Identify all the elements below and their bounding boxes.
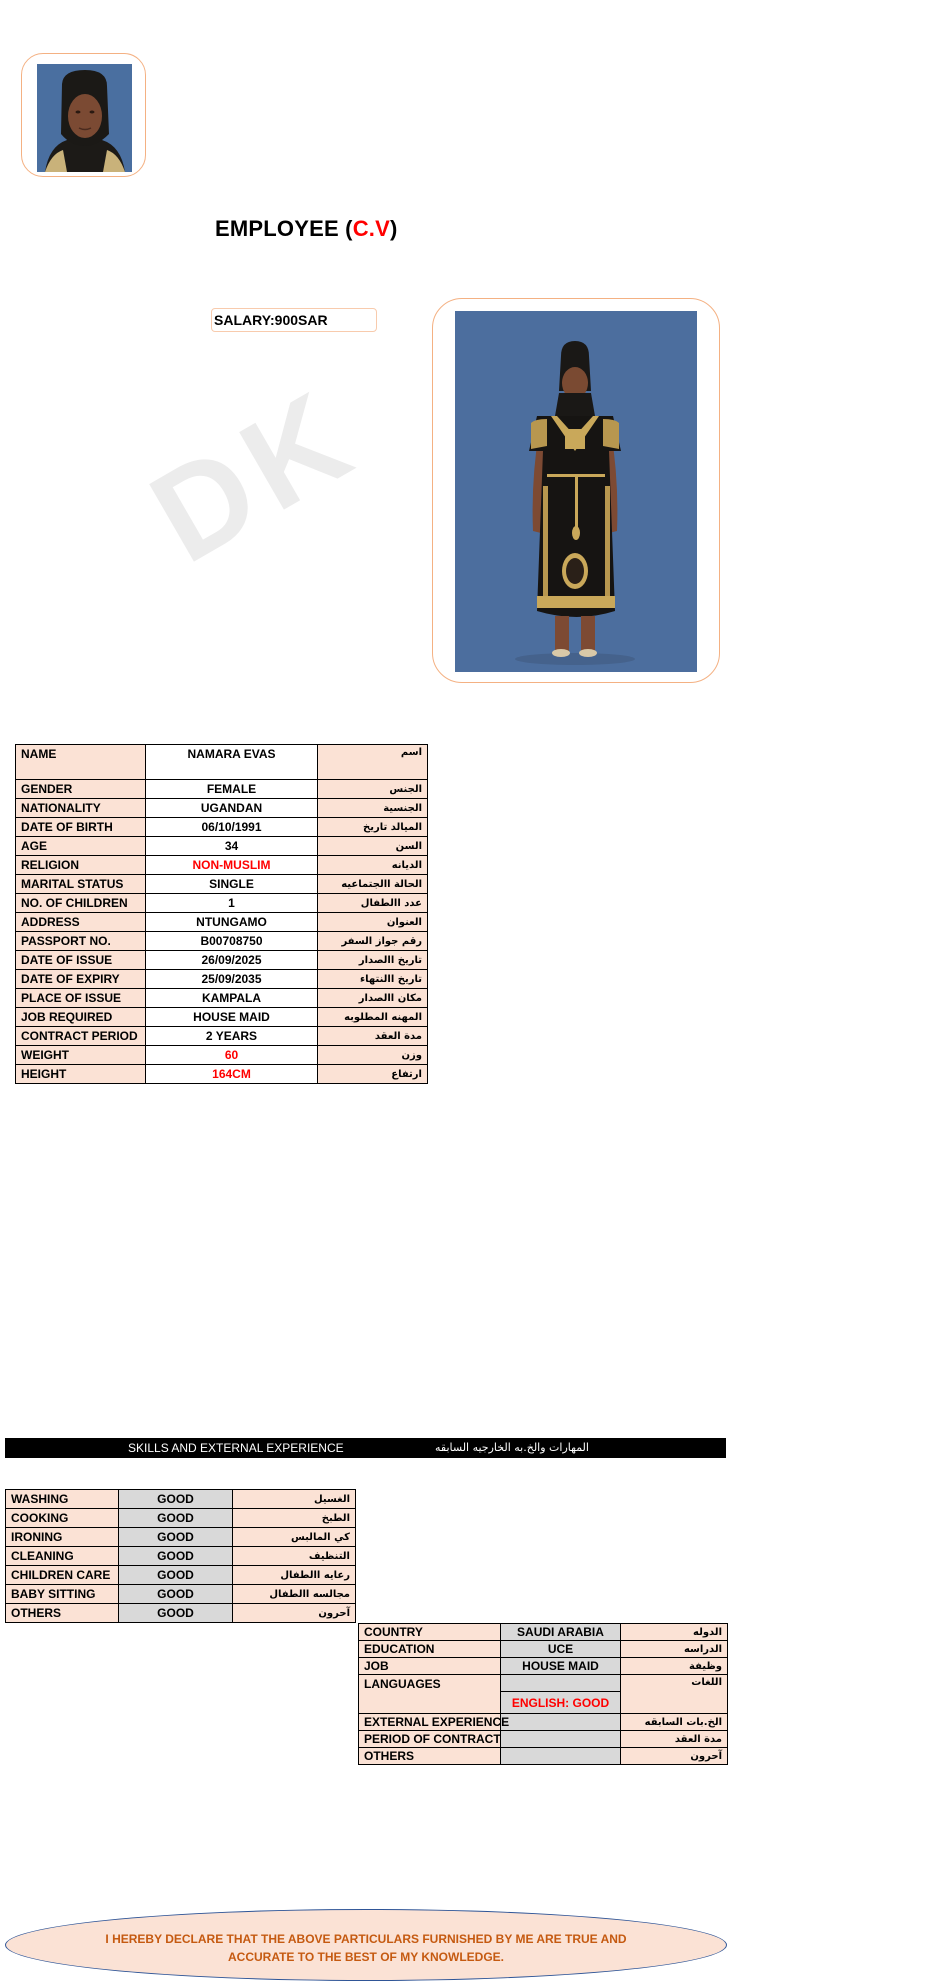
row-label: COOKING bbox=[6, 1509, 119, 1528]
declaration-line-2: ACCURATE TO THE BEST OF MY KNOWLEDGE. bbox=[227, 1950, 504, 1964]
row-label: HEIGHT bbox=[16, 1065, 146, 1084]
table-row bbox=[16, 856, 428, 875]
table-row bbox=[16, 913, 428, 932]
row-arabic: الطبخ bbox=[233, 1509, 356, 1528]
row-label: EXTERNAL EXPERIENCE bbox=[359, 1714, 501, 1731]
row-label: OTHERS bbox=[6, 1604, 119, 1623]
row-label: ADDRESS bbox=[16, 913, 146, 932]
row-label: DATE OF EXPIRY bbox=[16, 970, 146, 989]
full-body-photo-frame bbox=[432, 298, 720, 683]
row-arabic: العنوان bbox=[318, 913, 428, 932]
table-row bbox=[16, 970, 428, 989]
row-label: DATE OF BIRTH bbox=[16, 818, 146, 837]
table-row bbox=[16, 818, 428, 837]
language-value: ENGLISH: GOOD bbox=[501, 1692, 621, 1714]
table-row bbox=[6, 1528, 356, 1547]
row-arabic: رعايه االطفال bbox=[233, 1566, 356, 1585]
row-value: 25/09/2035 bbox=[146, 970, 318, 989]
row-label: CHILDREN CARE bbox=[6, 1566, 119, 1585]
table-row bbox=[16, 1046, 428, 1065]
row-arabic: الجنسية bbox=[318, 799, 428, 818]
row-label: JOB REQUIRED bbox=[16, 1008, 146, 1027]
row-value: GOOD bbox=[119, 1528, 233, 1547]
row-label: PLACE OF ISSUE bbox=[16, 989, 146, 1008]
table-row-languages bbox=[359, 1675, 728, 1692]
row-value: 1 bbox=[146, 894, 318, 913]
row-label: MARITAL STATUS bbox=[16, 875, 146, 894]
table-row bbox=[6, 1604, 356, 1623]
full-body-photo bbox=[455, 311, 697, 672]
row-value: 60 bbox=[146, 1046, 318, 1065]
table-row bbox=[6, 1509, 356, 1528]
row-arabic: الحالة االجتماعيه bbox=[318, 875, 428, 894]
row-label: CONTRACT PERIOD bbox=[16, 1027, 146, 1046]
salary-box: SALARY:900SAR bbox=[211, 308, 377, 332]
section-title-ar: المهارات والخ.به الخارجيه السابقه bbox=[435, 1441, 589, 1454]
table-row bbox=[16, 932, 428, 951]
table-row bbox=[6, 1490, 356, 1509]
row-value: 2 YEARS bbox=[146, 1027, 318, 1046]
row-label: LANGUAGES bbox=[359, 1675, 501, 1714]
row-value: FEMALE bbox=[146, 780, 318, 799]
page-title bbox=[215, 216, 946, 242]
row-arabic: اللغات bbox=[621, 1675, 728, 1714]
row-value bbox=[501, 1675, 621, 1692]
row-value: GOOD bbox=[119, 1566, 233, 1585]
portrait-photo-frame bbox=[21, 53, 146, 177]
row-arabic: آحرون bbox=[621, 1748, 728, 1765]
row-label: COUNTRY bbox=[359, 1624, 501, 1641]
row-value: 06/10/1991 bbox=[146, 818, 318, 837]
row-arabic: المهنه المطلوبه bbox=[318, 1008, 428, 1027]
row-arabic: رقم جواز السفر bbox=[318, 932, 428, 951]
row-label: RELIGION bbox=[16, 856, 146, 875]
row-label: GENDER bbox=[16, 780, 146, 799]
table-row bbox=[16, 875, 428, 894]
row-arabic: مجالسه االطفال bbox=[233, 1585, 356, 1604]
row-label: NO. OF CHILDREN bbox=[16, 894, 146, 913]
row-arabic: الميالد تاريخ bbox=[318, 818, 428, 837]
table-row bbox=[16, 1027, 428, 1046]
row-arabic: اسم bbox=[318, 745, 428, 780]
row-arabic: تاريخ االنتهاء bbox=[318, 970, 428, 989]
row-value: UCE bbox=[501, 1641, 621, 1658]
table-row bbox=[359, 1714, 728, 1731]
row-arabic: وظيفة bbox=[621, 1658, 728, 1675]
table-row bbox=[16, 1008, 428, 1027]
row-label: NATIONALITY bbox=[16, 799, 146, 818]
skills-table bbox=[5, 1489, 356, 1623]
title-suffix: ) bbox=[389, 216, 398, 241]
row-arabic: آحرون bbox=[233, 1604, 356, 1623]
row-arabic: الجنس bbox=[318, 780, 428, 799]
row-value: NTUNGAMO bbox=[146, 913, 318, 932]
row-value: GOOD bbox=[119, 1509, 233, 1528]
table-row bbox=[359, 1641, 728, 1658]
row-value: UGANDAN bbox=[146, 799, 318, 818]
row-value: SINGLE bbox=[146, 875, 318, 894]
row-label: AGE bbox=[16, 837, 146, 856]
table-row-name bbox=[16, 745, 428, 780]
row-label: EDUCATION bbox=[359, 1641, 501, 1658]
row-arabic: الخ.بات السابقه bbox=[621, 1714, 728, 1731]
row-value: NON-MUSLIM bbox=[146, 856, 318, 875]
row-label: WEIGHT bbox=[16, 1046, 146, 1065]
row-arabic: ارتفاع bbox=[318, 1065, 428, 1084]
row-arabic: عدد االطفال bbox=[318, 894, 428, 913]
row-value bbox=[501, 1714, 621, 1731]
row-arabic: الدراسه bbox=[621, 1641, 728, 1658]
row-arabic: السن bbox=[318, 837, 428, 856]
table-row bbox=[359, 1748, 728, 1765]
table-row bbox=[359, 1658, 728, 1675]
skills-section-header bbox=[5, 1438, 726, 1458]
table-row bbox=[359, 1624, 728, 1641]
row-label: CLEANING bbox=[6, 1547, 119, 1566]
row-label: PERIOD OF CONTRACT bbox=[359, 1731, 501, 1748]
table-row bbox=[16, 989, 428, 1008]
row-label: PASSPORT NO. bbox=[16, 932, 146, 951]
row-arabic: مدة العقد bbox=[318, 1027, 428, 1046]
table-row bbox=[6, 1585, 356, 1604]
row-label: JOB bbox=[359, 1658, 501, 1675]
watermark: DK bbox=[127, 359, 381, 591]
row-arabic: الدوله bbox=[621, 1624, 728, 1641]
table-row bbox=[16, 1065, 428, 1084]
row-label: WASHING bbox=[6, 1490, 119, 1509]
row-label: DATE OF ISSUE bbox=[16, 951, 146, 970]
row-arabic: التنظيف bbox=[233, 1547, 356, 1566]
row-value: 34 bbox=[146, 837, 318, 856]
declaration-ellipse bbox=[5, 1909, 727, 1981]
row-value: HOUSE MAID bbox=[501, 1658, 621, 1675]
row-label: IRONING bbox=[6, 1528, 119, 1547]
row-value: SAUDI ARABIA bbox=[501, 1624, 621, 1641]
row-value: GOOD bbox=[119, 1547, 233, 1566]
row-arabic: مكان االصدار bbox=[318, 989, 428, 1008]
row-label: NAME bbox=[16, 745, 146, 780]
table-row bbox=[16, 780, 428, 799]
row-value: KAMPALA bbox=[146, 989, 318, 1008]
experience-table bbox=[358, 1623, 728, 1765]
row-value bbox=[501, 1748, 621, 1765]
declaration-line-1: I HEREBY DECLARE THAT THE ABOVE PARTICULARS FURNISHED BY ME ARE TRUE AND bbox=[105, 1932, 627, 1946]
title-prefix: EMPLOYEE ( bbox=[215, 216, 353, 241]
table-row bbox=[16, 951, 428, 970]
row-arabic: مدة العقد bbox=[621, 1731, 728, 1748]
row-value: B00708750 bbox=[146, 932, 318, 951]
table-row bbox=[6, 1566, 356, 1585]
table-row bbox=[359, 1731, 728, 1748]
table-row bbox=[16, 837, 428, 856]
row-arabic: وزن bbox=[318, 1046, 428, 1065]
row-label: BABY SITTING bbox=[6, 1585, 119, 1604]
row-arabic: الديانه bbox=[318, 856, 428, 875]
personal-info-table bbox=[15, 744, 428, 1084]
row-value: GOOD bbox=[119, 1490, 233, 1509]
table-row bbox=[16, 799, 428, 818]
title-highlight: C.V bbox=[352, 216, 390, 241]
row-value: 26/09/2025 bbox=[146, 951, 318, 970]
row-value: NAMARA EVAS bbox=[146, 745, 318, 780]
table-row bbox=[6, 1547, 356, 1566]
section-title-en: SKILLS AND EXTERNAL EXPERIENCE bbox=[128, 1441, 344, 1455]
row-arabic: الغسيل bbox=[233, 1490, 356, 1509]
row-value: GOOD bbox=[119, 1585, 233, 1604]
table-row bbox=[16, 894, 428, 913]
row-value bbox=[501, 1731, 621, 1748]
row-label: OTHERS bbox=[359, 1748, 501, 1765]
row-value: GOOD bbox=[119, 1604, 233, 1623]
row-arabic: كي المالبس bbox=[233, 1528, 356, 1547]
row-value: 164CM bbox=[146, 1065, 318, 1084]
row-value: HOUSE MAID bbox=[146, 1008, 318, 1027]
row-arabic: تاريخ االصدار bbox=[318, 951, 428, 970]
portrait-photo bbox=[37, 64, 132, 172]
